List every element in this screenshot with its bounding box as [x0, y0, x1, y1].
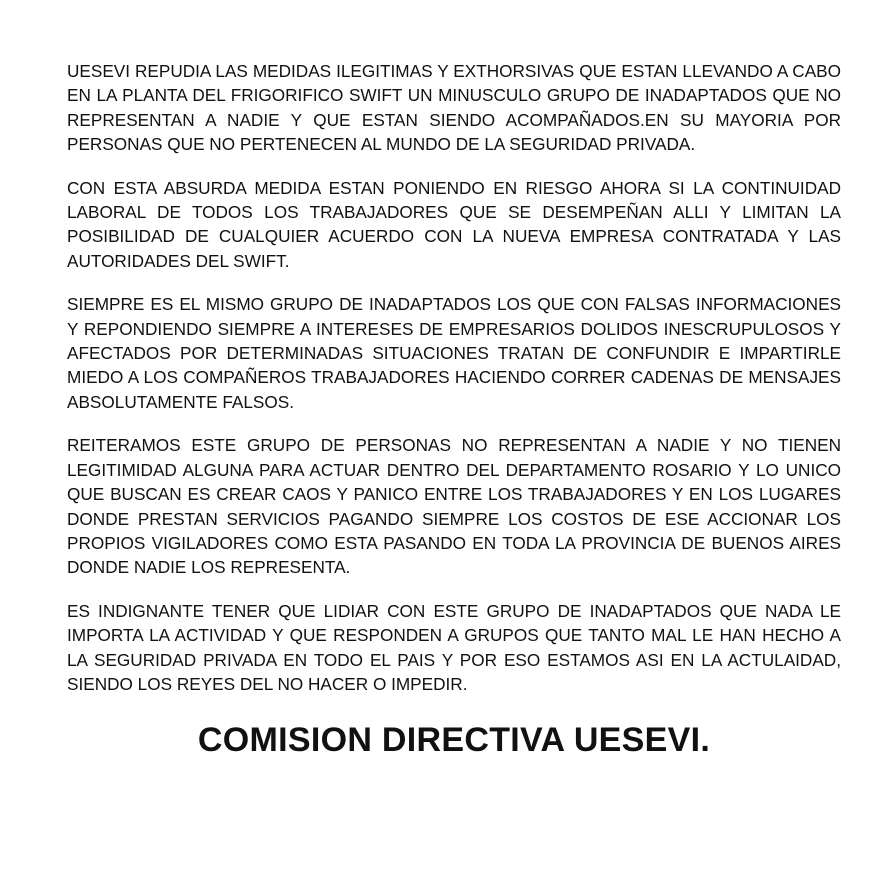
statement-document	[67, 59, 841, 760]
paragraph-legitimidad: REITERAMOS ESTE GRUPO DE PERSONAS NO REPRESENTAN A NADIE Y NO TIENEN LEGITIMIDAD ALGUNA PARA ACTUAR DENTRO DEL DEPARTAMENTO ROSARIO Y LO UNICO QUE BUSCAN ES CREAR CAOS Y PANICO ENTRE LOS TRABAJADORES Y EN LOS LUGARES DONDE PRESTAN SERVICIOS PAGANDO SIEMPRE LOS COSTOS DE ESE ACCIONAR LOS PROPIOS VIGILADORES COMO ESTA PASANDO EN TODA LA PROVINCIA DE BUENOS AIRES DONDE NADIE LOS REPRESENTA.	[67, 435, 841, 578]
paragraph-repudio: UESEVI REPUDIA LAS MEDIDAS ILEGITIMAS Y EXTHORSIVAS QUE ESTAN LLEVANDO A CABO EN LA PLANTA DEL FRIGORIFICO SWIFT UN MINUSCULO GRUPO DE INADAPTADOS QUE NO REPRESENTAN A NADIE Y QUE ESTAN SIENDO ACOMPAÑADOS.EN SU MAYORIA POR PERSONAS QUE NO PERTENECEN AL MUNDO DE LA SEGURIDAD PRIVADA.	[67, 61, 841, 155]
signature: COMISION DIRECTIVA UESEVI.	[197, 721, 711, 760]
paragraph-riesgo-laboral: CON ESTA ABSURDA MEDIDA ESTAN PONIENDO EN RIESGO AHORA SI LA CONTINUIDAD LABORAL DE TODOS LOS TRABAJADORES QUE SE DESEMPEÑAN ALLI Y LIMITAN LA POSIBILIDAD DE CUALQUIER ACUERDO CON LA NUEVA EMPRESA CONTRATADA Y LAS AUTORIDADES DEL SWIFT.	[67, 177, 841, 271]
paragraph-indignacion: ES INDIGNANTE TENER QUE LIDIAR CON ESTE GRUPO DE INADAPTADOS QUE NADA LE IMPORTA LA ACTIVIDAD Y QUE RESPONDEN A GRUPOS QUE TANTO MAL LE HAN HECHO A LA SEGURIDAD PRIVADA EN TODO EL PAIS Y POR ESO ESTAMOS ASI EN LA ACTULAIDAD, SIENDO LOS REYES DEL NO HACER O IMPEDIR.	[67, 600, 841, 694]
paragraph-falsas-informaciones: SIEMPRE ES EL MISMO GRUPO DE INADAPTADOS LOS QUE CON FALSAS INFORMACIONES Y REPONDIENDO SIEMPRE A INTERESES DE EMPRESARIOS DOLIDOS INESCRUPULOSOS Y AFECTADOS POR DETERMINADAS SITUACIONES TRATAN DE CONFUNDIR E IMPARTIRLE MIEDO A LOS COMPAÑEROS TRABAJADORES HACIENDO CORRER CADENAS DE MENSAJES ABSOLUTAMENTE FALSOS.	[67, 294, 841, 412]
